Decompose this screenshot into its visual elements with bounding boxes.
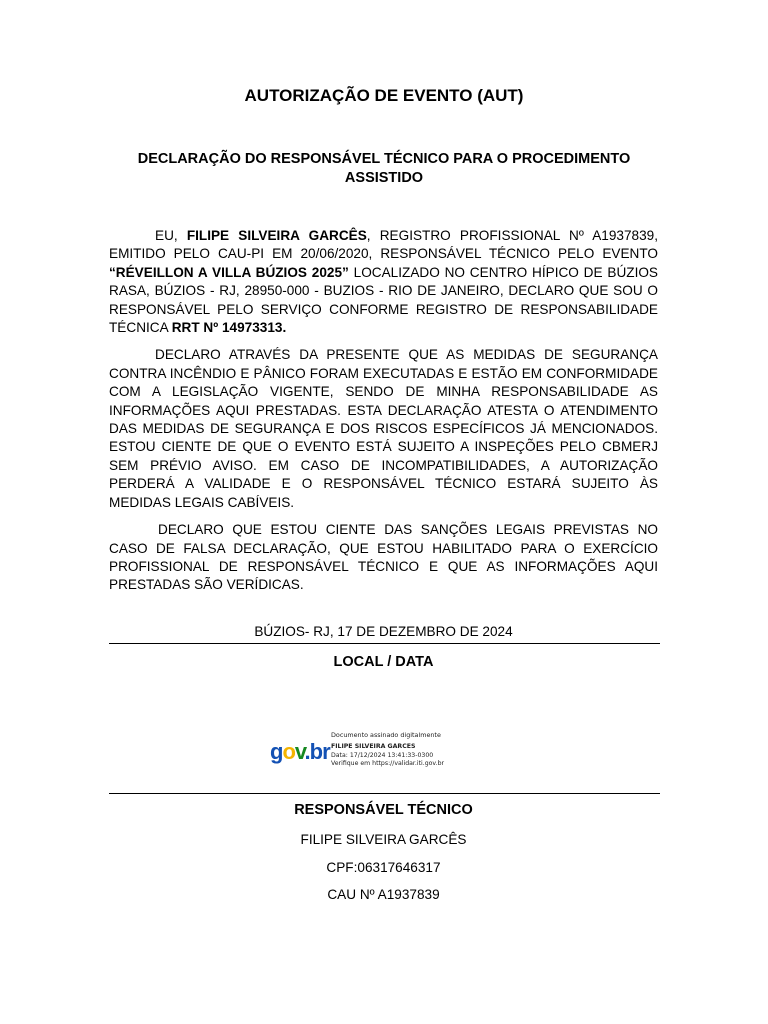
digital-signature-stamp (270, 731, 470, 776)
local-data-label: LOCAL / DATA (333, 654, 434, 670)
document-subtitle: DECLARAÇÃO DO RESPONSÁVEL TÉCNICO PARA O PROCEDIMENTO ASSISTIDO (137, 151, 631, 186)
responsible-cpf: CPF:06317646317 (326, 860, 441, 875)
p3-text: DECLARO QUE ESTOU CIENTE DAS SANÇÕES LEGAIS PREVISTAS NO CASO DE FALSA DECLARAÇÃO, QUE ESTOU HABILITADO PARA O EXERCÍCIO PROFISSIONAL DE RESPONSÁVEL TÉCNICO E QUE AS INFORMAÇÕES AQUI PRESTADAS SÃO VERÍDICAS. (109, 522, 658, 593)
p1-rrt-number: RRT Nº 14973313. (171, 320, 287, 336)
signature-date: Data: 17/12/2024 13:41:33-0300 (331, 751, 434, 759)
declaration-body (109, 227, 658, 604)
signature-verify: Verifique em https://validar.iti.gov.br (331, 760, 445, 768)
p1-text-a: EU, (155, 228, 187, 243)
paragraph-1 (109, 227, 658, 337)
paragraph-3 (109, 521, 658, 595)
responsible-cau: CAU Nº A1937839 (327, 887, 440, 902)
p2-text: DECLARO ATRAVÉS DA PRESENTE QUE AS MEDIDAS DE SEGURANÇA CONTRA INCÊNDIO E PÂNICO FORAM EXECUTADAS E ESTÃO EM CONFORMIDADE COM A LEGISLAÇÃO VIGENTE, SENDO DE MINHA RESPONSABILIDADE AS INFORMAÇÕES AQUI PRESTADAS. ESTA DECLARAÇÃO ATESTA O ATENDIMENTO DAS MEDIDAS DE SEGURANÇA E DOS RISCOS ESPECÍFICOS JÁ MENCIONADOS. ESTOU CIENTE DE QUE O EVENTO ESTÁ SUJEITO A INSPEÇÕES PELO CBMERJ SEM PRÉVIO AVISO. EM CASO DE INCOMPATIBILIDADES, A AUTORIZAÇÃO PERDERÁ A VALIDADE E O RESPONSÁVEL TÉCNICO ESTARÁ SUJEITO ÀS MEDIDAS LEGAIS CABÍVEIS. (109, 347, 658, 510)
signature-details (331, 731, 444, 769)
govbr-logo: gov.br (270, 739, 330, 764)
signature-line (109, 793, 660, 794)
p1-text-b: , REGISTRO PROFISSIONAL Nº A1937839, EMITIDO PELO CAU-PI EM 20/06/2020, RESPONSÁVEL TÉCNICO PELO EVENTO (109, 228, 658, 262)
place-date: BÚZIOS- RJ, 17 DE DEZEMBRO DE 2024 (254, 624, 513, 639)
paragraph-2 (109, 346, 658, 512)
divider-line (109, 643, 660, 644)
signature-caption: Documento assinado digitalmente (331, 731, 441, 739)
responsible-title: RESPONSÁVEL TÉCNICO (294, 802, 473, 818)
p1-text-c: LOCALIZADO NO CENTRO HÍPICO DE BÚZIOS RASA, BÚZIOS - RJ, 28950-000 - BUZIOS - RIO DE JANEIRO, DECLARO QUE SOU O RESPONSÁVEL PELO SERVIÇO CONFORME REGISTRO DE RESPONSABILIDADE TÉCNICA (109, 264, 658, 336)
responsible-name: FILIPE SILVEIRA GARCÊS (300, 832, 467, 847)
p1-event-name: “RÉVEILLON A VILLA BÚZIOS 2025” (109, 264, 349, 280)
p1-technician-name: FILIPE SILVEIRA GARCÊS (186, 228, 367, 243)
document-title: AUTORIZAÇÃO DE EVENTO (AUT) (244, 86, 524, 105)
signature-name: FILIPE SILVEIRA GARCES (331, 743, 416, 751)
